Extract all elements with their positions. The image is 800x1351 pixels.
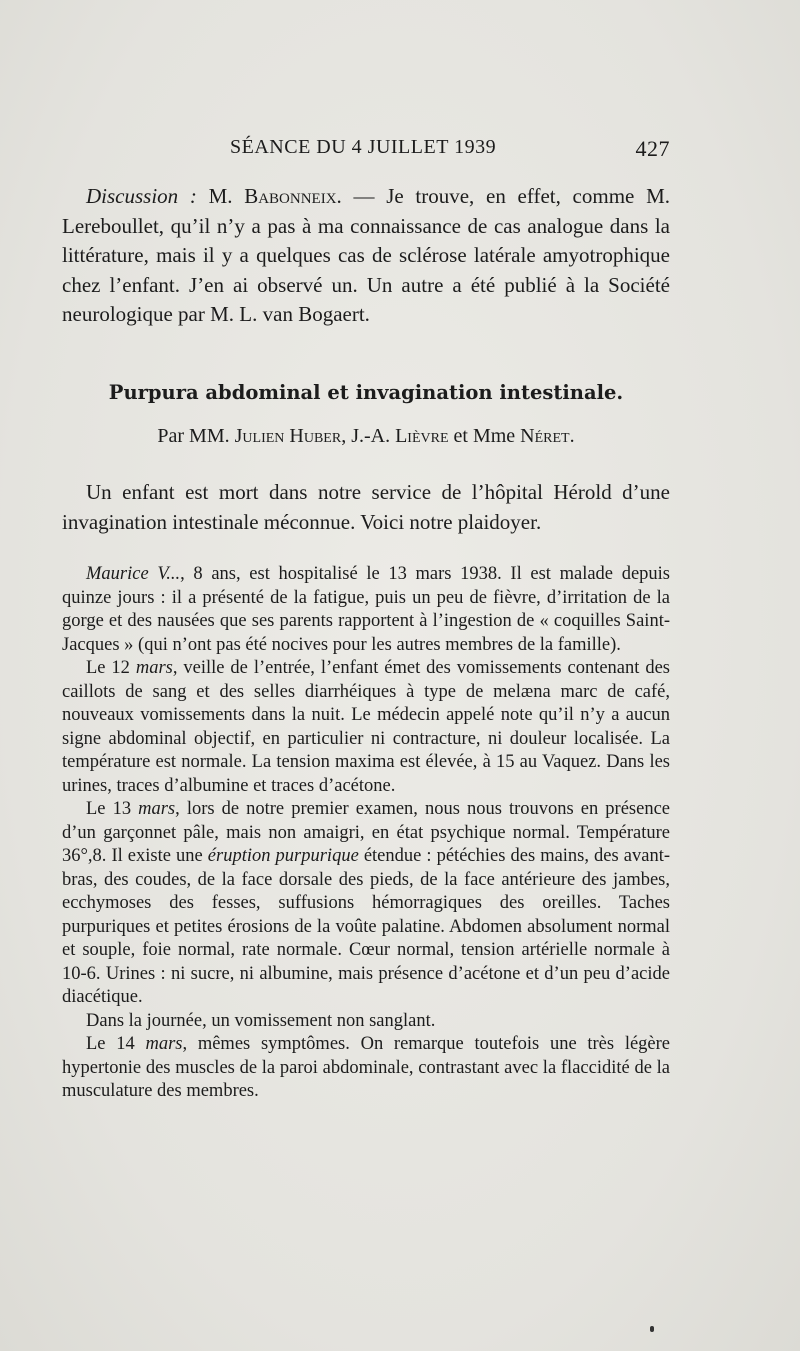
discussion-speaker: Babonneix	[244, 184, 337, 208]
header-title: SÉANCE DU 4 JUILLET 1939	[230, 136, 497, 158]
authors-prefix: Par MM.	[157, 425, 235, 447]
case-report	[62, 563, 670, 1104]
case-start-3: Le 13	[86, 799, 139, 819]
author-lievre: Lièvre	[395, 425, 449, 447]
case-date-2: mars	[135, 658, 173, 678]
page-number: 427	[635, 136, 670, 161]
speaker-prefix: M.	[196, 184, 245, 208]
article-authors	[62, 425, 670, 448]
running-header	[230, 136, 670, 159]
patient-name: Maurice V...	[86, 564, 181, 584]
author-huber: Julien Huber	[234, 425, 342, 447]
case-text-5: , mêmes symptômes. On remarque toutefois une très légère hypertonie des muscles de la paroi abdominale, contrastant avec la flaccidité de la musculature des membres.	[62, 1034, 671, 1101]
case-start-2: Le 12	[86, 658, 136, 678]
case-date-5: mars	[145, 1034, 183, 1054]
authors-end: .	[569, 425, 575, 447]
authors-sep2: et Mme	[448, 425, 521, 447]
case-paragraph-5	[62, 1033, 670, 1104]
intro-section	[62, 478, 670, 537]
case-date-3: mars	[138, 799, 176, 819]
article-title: Purpura abdominal et invagination intestinale.	[108, 381, 624, 404]
author-neret: Néret	[520, 425, 570, 447]
case-text-3a: , lors de notre premier examen, nous nous trouvons en présence d’un garçonnet pâle, mais non amaigri, en état psychique normal. Température 36°,8. Il existe une	[62, 799, 670, 866]
discussion-section	[62, 182, 670, 330]
intro-paragraph: Un enfant est mort dans notre service de l’hôpital Hérold d’une invagination intestinale méconnue. Voici notre plaidoyer.	[62, 480, 670, 534]
case-text-3b: étendue : pétéchies des mains, des avant-bras, des coudes, de la face dorsale des pieds, de la face antérieure des jambes, ecchymoses des fesses, suffusions hémorragiques des oreilles. Taches purpuriques et petites érosions de la voûte palatine. Abdomen absolument normal et souple, foie normal, rate normale. Cœur normal, tension artérielle normale à 10-6. Urines : ni sucre, ni albumine, mais présence d’acétone et d’un peu d’acide diacétique.	[62, 846, 670, 1007]
case-paragraph-1	[62, 563, 670, 657]
discussion-paragraph	[62, 182, 670, 330]
case-text-1: , 8 ans, est hospitalisé le 13 mars 1938. Il est malade depuis quinze jours : il a présenté de la fatigue, puis un peu de fièvre, d’irritation de la gorge et des nausées que ses parents rapportent à l’ingestion de « coquilles Saint-Jacques » (qui n’ont pas été nocives pour les autres membres de la famille).	[62, 564, 670, 655]
case-paragraph-2	[62, 657, 670, 798]
case-start-5: Le 14	[86, 1034, 146, 1054]
case-paragraph-4: Dans la journée, un vomissement non sanglant.	[86, 1010, 436, 1031]
discussion-label: Discussion :	[86, 184, 197, 208]
ink-speck	[650, 1326, 654, 1332]
case-text-2: , veille de l’entrée, l’enfant émet des vomissements contenant des caillots de sang et des selles diarrhéiques à type de melæna marc de café, nouveaux vomissements dans la nuit. Le médecin appelé note qu’il n’y a aucun signe abdominal objectif, en particulier ni contracture, ni douleur localisée. La température est normale. La tension maxima est élevée, à 15 au Vaquez. Dans les urines, traces d’albumine et traces d’acétone.	[62, 658, 670, 796]
case-paragraph-3	[62, 798, 670, 1010]
discussion-text: . — Je trouve, en effet, comme M. Lereboullet, qu’il n’y a pas à ma connaissance de cas analogue dans la littérature, mais il y a quelques cas de sclérose latérale amyotrophique chez l’enfant. J’en ai observé un. Un autre a été publié à la Société neurologique par M. L. van Bogaert.	[62, 184, 670, 326]
authors-sep1: , J.-A.	[341, 425, 396, 447]
case-emphasis-3: éruption purpurique	[207, 846, 359, 866]
